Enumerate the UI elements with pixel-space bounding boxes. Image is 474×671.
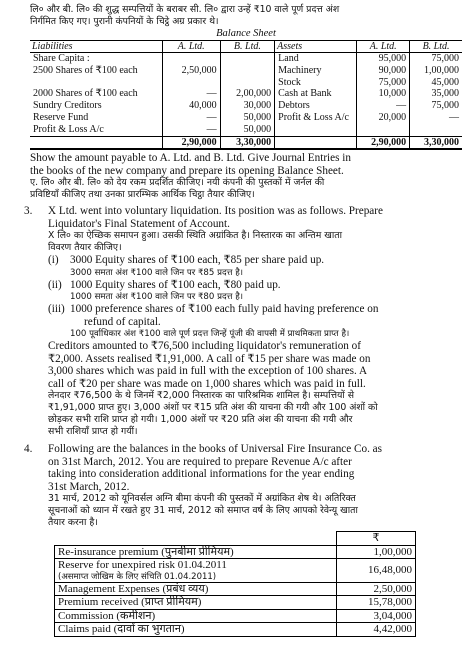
question-4 [24, 443, 462, 529]
cell [275, 136, 357, 149]
total-a-liabilities: 2,90,000 [162, 136, 220, 149]
cell: Land [275, 53, 357, 65]
cell: — [357, 100, 410, 112]
row-value: 1,00,000 [337, 545, 416, 559]
q3-hi-line-1: X लि० का ऐच्छिक समापन हुआ। उसकी स्थिति अग्रांकित है। निस्तारक का अन्तिम खाता [48, 230, 342, 242]
header-b-ltd: B. Ltd. [220, 41, 275, 53]
row-label: Management Expenses (प्रबंध व्यय) [55, 582, 337, 596]
header-a-ltd-assets: A. Ltd. [357, 41, 410, 53]
cell: Debtors [275, 100, 357, 112]
para-en-line: 3,000 shares which was paid in full with the exception of 100 shares. A [48, 365, 368, 378]
balances-table [54, 531, 416, 637]
q4-hi-line: तैयार करना है। [48, 517, 98, 529]
item-en: 1000 Equity shares of ₹100 each, ₹80 paid up. [70, 278, 281, 291]
cell: 2,00,000 [220, 88, 275, 100]
cell: 75,000 [357, 77, 410, 89]
table-row [55, 596, 416, 610]
intro-line-1: लि० और बी. लि० की शुद्ध सम्पत्तियों के बराबर सी. लि० द्वारा उन्हें ₹10 वाले पूर्ण प्रदत्त अंश [30, 4, 340, 15]
cell: 1,00,000 [410, 65, 462, 77]
list-item [48, 254, 462, 279]
para-hi-line: छोड़कर सभी राशि प्राप्त हो गयी। 1,000 अंशों पर ₹20 प्रति अंश की याचना की गयी और [48, 414, 353, 426]
balance-sheet-table [30, 40, 462, 150]
intro-line-2: निर्गमित किए गए। पुरानी कंपनियों के चिट्ठे अग्र प्रकार थे। [30, 16, 219, 27]
list-item [48, 303, 462, 340]
total-b-assets: 3,30,000 [410, 136, 462, 149]
q2-hi-line-2: प्रविष्टियाँ कीजिए तथा उनका प्रारम्भिक आर्थिक चिट्ठा तैयार कीजिए। [30, 189, 255, 201]
q3-en-line-1: X Ltd. went into voluntary liquidation. Its position was as follows. Prepare [48, 205, 383, 218]
table-row [30, 124, 462, 136]
header-a-ltd: A. Ltd. [162, 41, 220, 53]
question-number: 4. [24, 443, 33, 456]
table-row [55, 582, 416, 596]
cell: 35,000 [410, 88, 462, 100]
cell: Sundry Creditors [33, 100, 102, 112]
table-row [55, 545, 416, 559]
table-row [30, 77, 462, 89]
cell: 2000 Shares of ₹100 each [33, 88, 138, 100]
cell: 50,000 [220, 124, 275, 136]
q4-hi-line: सूचनाओं को ध्यान में रखते हुए 31 मार्च, 2012 को समाप्त वर्ष के लिए आपको रेवेन्यू खाता [48, 505, 358, 517]
question-3 [24, 205, 462, 438]
table-row [30, 112, 462, 124]
row-label: Commission (कमीशन) [55, 609, 337, 623]
cell: — [410, 112, 462, 124]
cell: 95,000 [357, 53, 410, 65]
para-hi-line: सभी राशियाँ प्राप्त हो गयीं। [48, 426, 138, 438]
item-hi: 100 पूर्वाधिकार अंश ₹100 वाले पूर्ण प्रदत्त जिन्हें पूंजी की वापसी में प्राथमिकता प्राप्त है। [70, 329, 350, 340]
cell: 2,50,000 [162, 65, 220, 77]
header-b-ltd-assets: B. Ltd. [410, 41, 462, 53]
cell: Profit & Loss A/c [33, 123, 104, 135]
header-liabilities: Liabilities [30, 41, 162, 53]
balance-sheet-title: Balance Sheet [216, 28, 276, 39]
header-assets: Assets [275, 41, 357, 53]
cell: 10,000 [357, 88, 410, 100]
cell [220, 65, 275, 77]
table-row [30, 53, 462, 65]
list-item [48, 279, 462, 304]
para-hi-line: ₹1,91,000 प्राप्त हुए। 3,000 अंशों पर ₹15 प्रति अंश की याचना की गयी और 100 अंशों को [48, 402, 378, 414]
cell: 20,000 [357, 112, 410, 124]
cell: 40,000 [162, 100, 220, 112]
cell: 30,000 [220, 100, 275, 112]
row-label: Claims paid (दावों का भुगतान) [55, 623, 337, 637]
balance-sheet-header-row [30, 41, 462, 53]
row-label: Reserve for unexpired risk 01.04.2011 [58, 559, 227, 572]
q3-hi-line-2: विवरण तैयार कीजिए। [48, 242, 122, 254]
row-value: 4,42,000 [337, 623, 416, 637]
table-row [55, 623, 416, 637]
item-number: (iii) [48, 303, 65, 316]
cell [220, 53, 275, 65]
q3-en-line-2: Liquidator's Final Statement of Account. [48, 217, 230, 230]
item-hi: 3000 समता अंश ₹100 वाले जिन पर ₹85 प्रदत्त है। [70, 267, 244, 278]
cell: — [162, 88, 220, 100]
cell: Machinery [275, 65, 357, 77]
q4-en-line: Following are the balances in the books of Universal Fire Insurance Co. as [48, 443, 382, 456]
cell: 75,000 [410, 100, 462, 112]
item-number: (i) [48, 254, 59, 267]
row-value: 15,78,000 [337, 596, 416, 610]
para-hi-line: लेनदार ₹76,500 के थे जिनमें ₹2,000 निस्तारक का पारिश्रमिक शामिल है। सम्पत्तियों से [48, 390, 355, 402]
item-en: 3000 Equity shares of ₹100 each, ₹85 per share paid up. [70, 254, 325, 267]
table-row [55, 559, 416, 583]
item-number: (ii) [48, 278, 62, 291]
cell: Stock [275, 77, 357, 89]
cell: — [162, 124, 220, 136]
cell: 2500 Shares of ₹100 each [33, 64, 138, 76]
total-b-liabilities: 3,30,000 [220, 136, 275, 149]
cell: 45,000 [410, 77, 462, 89]
q4-en-line: on 31st March, 2012. You are required to prepare Revenue A/c after [48, 455, 352, 468]
para-en-line: call of ₹20 per share was made on 1,000 shares which was paid in full. [48, 377, 366, 390]
cell [357, 124, 410, 136]
cell [220, 77, 275, 89]
cell [162, 53, 220, 65]
table-row [30, 65, 462, 77]
q2-hi-line-1: ए. लि० और बी. लि० को देय रकम प्रदर्शित कीजिए। नयी कंपनी की पुस्तकों में जर्नल की [30, 177, 325, 189]
question-2-tail [30, 152, 462, 201]
cell [275, 124, 357, 136]
para-en-line: Creditors amounted to ₹76,500 including liquidator's remuneration of [48, 340, 362, 353]
cell [410, 124, 462, 136]
item-en-cont: refund of capital. [84, 315, 161, 328]
row-label: Premium received (प्राप्त प्रीमियम) [55, 596, 337, 610]
cell [162, 77, 220, 89]
cell [30, 77, 162, 89]
cell: 50,000 [220, 112, 275, 124]
table-header-row [55, 532, 416, 546]
question-number: 3. [24, 205, 33, 218]
q4-hi-line: 31 मार्च, 2012 को यूनिवर्सल अग्नि बीमा कंपनी की पुस्तकों में अग्रांकित शेष थे। अतिरिक्त [48, 493, 356, 505]
table-row [55, 609, 416, 623]
row-value: 2,50,000 [337, 582, 416, 596]
cell: Cash at Bank [275, 88, 357, 100]
row-value: 3,04,000 [337, 609, 416, 623]
q2-en-line-2: the books of the new company and prepare its opening Balance Sheet. [30, 164, 344, 177]
cell: Reserve Fund [33, 111, 89, 123]
cell: 90,000 [357, 65, 410, 77]
q4-en-line: taking into consideration additional informations for the year ending [48, 468, 355, 481]
q2-en-line-1: Show the amount payable to A. Ltd. and B. Ltd. Give Journal Entries in [30, 152, 351, 165]
totals-row [30, 136, 462, 149]
item-hi: 1000 समता अंश ₹100 वाले जिन पर ₹80 प्रदत्त है। [70, 292, 244, 303]
table-row [30, 100, 462, 112]
table-row [30, 88, 462, 100]
q4-en-line: 31st March, 2012. [48, 480, 130, 493]
item-en: 1000 preference shares of ₹100 each fully paid having preference on [70, 303, 379, 316]
row-label: Re-insurance premium (पुनर्बीमा प्रीमियम) [55, 545, 337, 559]
rupee-header: ₹ [337, 532, 416, 546]
cell [30, 136, 162, 149]
cell: 75,000 [410, 53, 462, 65]
cell: Share Capita : [33, 53, 90, 64]
q3-paragraph [48, 340, 462, 438]
cell: — [162, 112, 220, 124]
para-en-line: ₹2,000. Assets realised ₹1,91,000. A call of ₹15 per share was made on [48, 352, 371, 365]
total-a-assets: 2,90,000 [357, 136, 410, 149]
row-sublabel: (असमाप्त जोखिम के लिए संचिति 01.04.2011) [58, 571, 217, 582]
cell: Profit & Loss A/c [275, 112, 357, 124]
row-value: 16,48,000 [337, 559, 416, 583]
